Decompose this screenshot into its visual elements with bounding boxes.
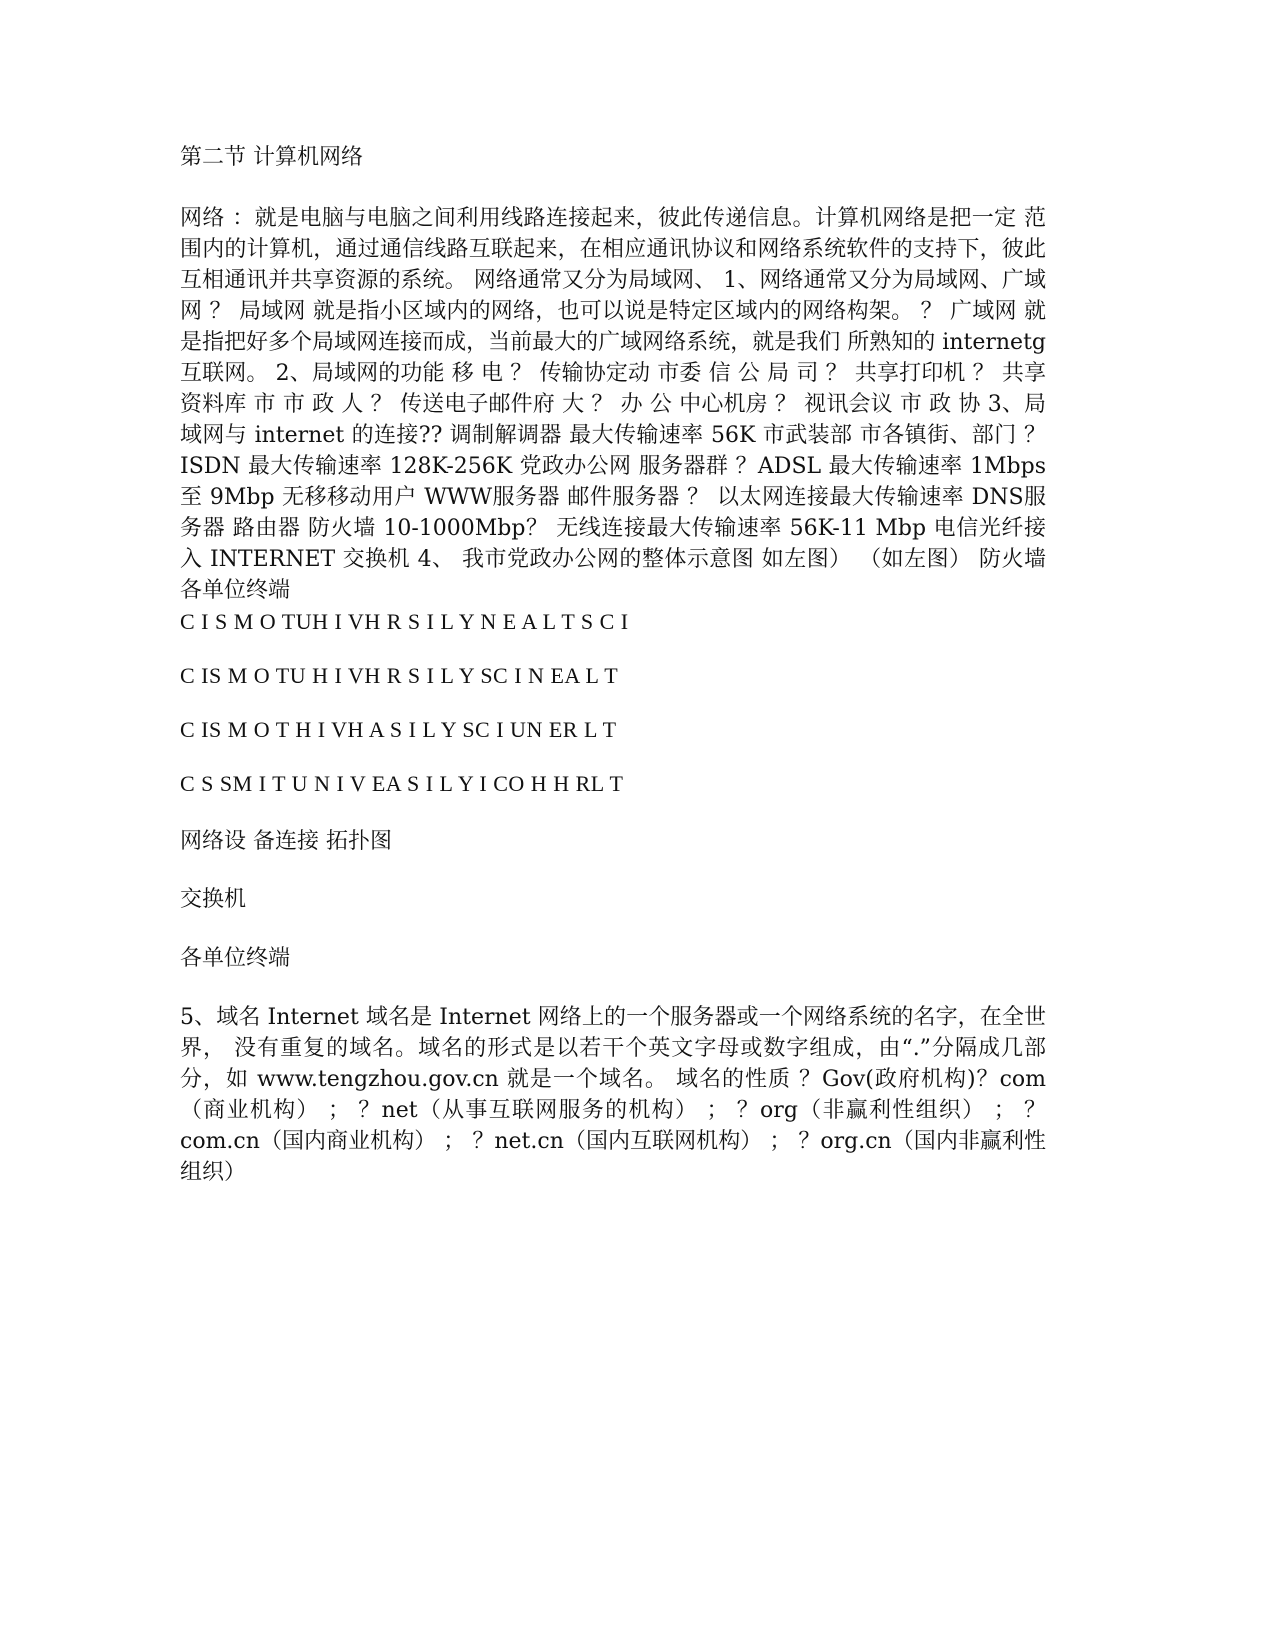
document-page <box>180 142 1046 1188</box>
code-line-2: C IS M O TU H I VH R S I L Y SC I N EA L T <box>180 663 619 688</box>
terminals-label: 各单位终端 <box>180 946 291 971</box>
section-heading: 第二节 计算机网络 <box>180 145 363 170</box>
switch-label: 交换机 <box>180 887 247 912</box>
code-line-4: C S SM I T U N I V EA S I L Y I CO H H RL T <box>180 771 624 796</box>
intro-paragraph: 网络 ：就是电脑与电脑之间利用线路连接起来，彼此传递信息。计算机网络是把一定 范围内的计算机，通过通信线路互联起来，在相应通讯协议和网络系统软件的支持下，彼此 互相通讯并共享资源的系统。 网络通常又分为局域网、 1、网络通常又分为局域网、广域网 ？ 局域网 就是指小区域内的网络，也可以说是特定区域内的网络构架。 ？ 广域网 就是指把好多个局域网连接而成，当前最大的广域网络系统，就是我们 所熟知的 internetg 互联网。 2、局域网的功能 移 电 ？ 传输协定动 市委 信 公 局 司 ？ 共享打印机 ？ 共享资料库 市 市 政 人 ？ 传送电子邮件府 大 ？ 办 公 中心机房 ？ 视讯会议 市 政 协 3、局域网与 internet 的连接?? 调制解调器 最大传输速率 56K 市武装部 市各镇街、部门 ？ISDN 最大传输速率 128K-256K 党政办公网 服务器群 ？ADSL 最大传输速率 1Mbps 至 9Mbp 无移移动用户 WWW服务器 邮件服务器 ？ 以太网连接最大传输速率 DNS服务器 路由器 防火墙 10-1000Mbp？ 无线连接最大传输速率 56K-11 Mbp 电信光纤接入 INTERNET 交换机 4、 我市党政办公网的整体示意图 如左图） （如左图） 防火墙 各单位终端 <box>180 206 1046 603</box>
code-line-1: C I S M O TUH I VH R S I L Y N E A L T S C I <box>180 609 629 634</box>
domain-paragraph: 5、域名 Internet 域名是 Internet 网络上的一个服务器或一个网络系统的名字，在全世界， 没有重复的域名。域名的形式是以若干个英文字母或数字组成，由“.”分隔成几部分，如 www.tengzhou.gov.cn 就是一个域名。 域名的性质 ？Gov(政府机构)？com（商业机构） ； ？net（从事互联网服务的机构） ； ？org（非赢利性组织） ； ？com.cn（国内商业机构） ； ？net.cn（国内互联网机构） ； ？org.cn（国内非赢利性组织） <box>180 1005 1046 1185</box>
code-line-3: C IS M O T H I VH A S I L Y SC I UN ER L T <box>180 717 617 742</box>
topology-label: 网络设 备连接 拓扑图 <box>180 829 392 854</box>
